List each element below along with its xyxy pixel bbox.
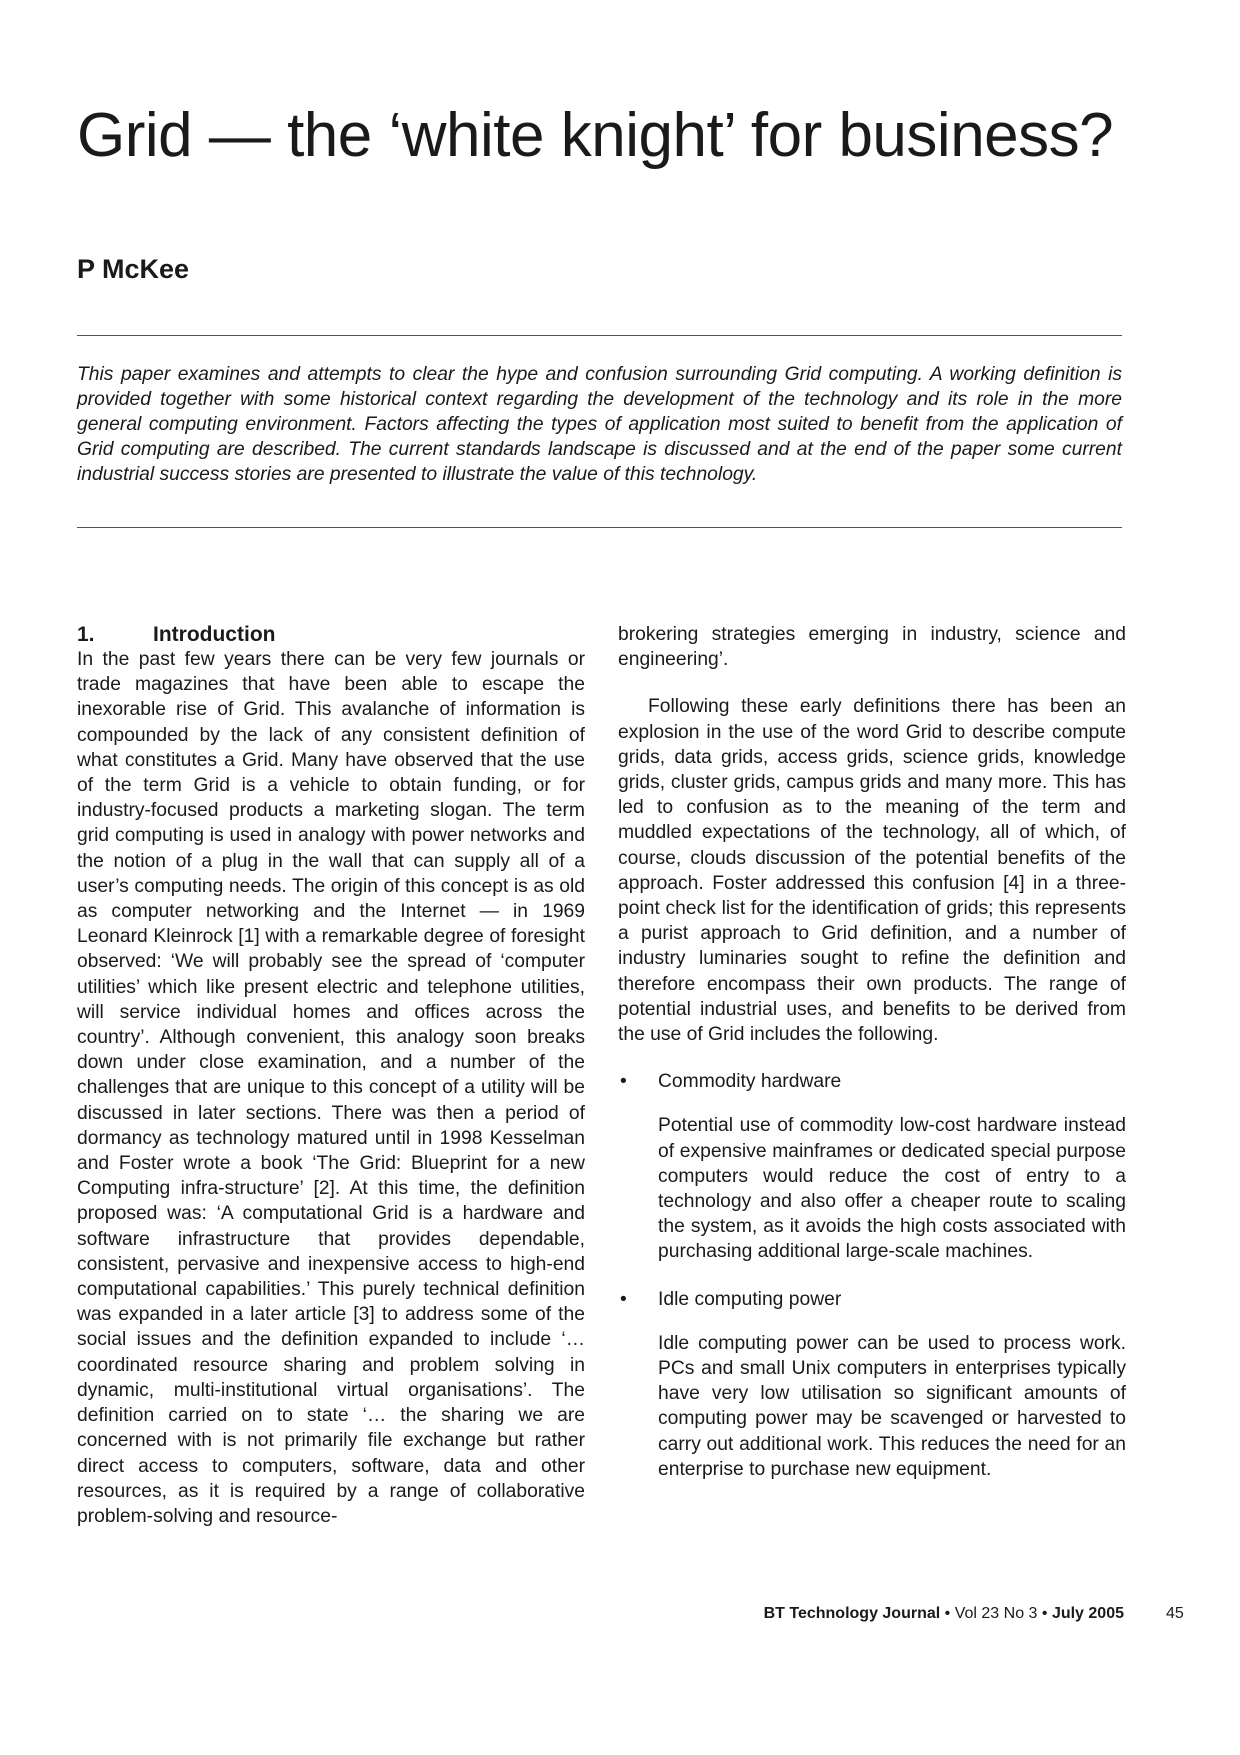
bullet-dot: •: [620, 1071, 627, 1093]
journal-date: July 2005: [1051, 1605, 1124, 1622]
journal-volume: Vol 23 No 3: [954, 1605, 1038, 1622]
intro-paragraph-2: Following these early definitions there has been an explosion in the use of the word Grid to describe compute grids, data grids, access grids, science grids, knowledge grids, cluster grids, campus grids and many more. This has led to confusion as to the meaning of the term and muddled expectations of the technology, all of which, of course, clouds discussion of the potential benefits of the approach. Foster addressed this confusion [4] in a three-point check list for the identification of grids; this represents a purist approach to Grid definition, and a number of industry luminaries sought to refine the definition and therefore encompass their own products. The range of potential industrial uses, and benefits to be derived from the use of Grid includes the following.: [618, 696, 1126, 1046]
bullet-label: • Commodity hardware: [618, 1069, 1126, 1094]
journal-name: BT Technology Journal: [763, 1605, 941, 1622]
right-column: [618, 622, 1126, 1482]
intro-paragraph-1-continued: brokering strategies emerging in industry, science and engineering’.: [618, 624, 1126, 671]
bullet-item: [618, 1287, 1126, 1482]
abstract-bottom-rule: [77, 527, 1122, 528]
bullet-text: Potential use of commodity low-cost hardware instead of expensive mainframes or dedicated special purpose computers would reduce the cost of entry to a technology and also offer a cheaper route to scaling the system, as it avoids the high costs associated with purchasing additional large-scale machines.: [658, 1115, 1126, 1263]
page-number: 45: [1166, 1605, 1184, 1622]
section-number: 1.: [77, 623, 95, 646]
journal-footer: BT Technology Journal • Vol 23 No 3 • July 2005: [763, 1605, 1124, 1622]
section-heading: [77, 622, 585, 647]
abstract: This paper examines and attempts to clear the hype and confusion surrounding Grid computing. A working definition is provided together with some historical context regarding the development of the technology and its role in the more general computing environment. Factors affecting the types of application most suited to benefit from the application of Grid computing are described. The current standards landscape is discussed and at the end of the paper some current industrial success stories are presented to illustrate the value of this technology.: [77, 364, 1122, 485]
bullet-text: Idle computing power can be used to process work. PCs and small Unix computers in enterprises typically have very low utilisation so significant amounts of computing power may be scavenged or harvested to carry out additional work. This reduces the need for an enterprise to purchase new equipment.: [658, 1332, 1126, 1480]
section-title: Introduction: [153, 623, 276, 646]
left-column: [77, 622, 585, 1529]
paper-title: Grid — the ‘white knight’ for business?: [77, 101, 1114, 170]
abstract-top-rule: [77, 335, 1122, 336]
intro-paragraph-1: In the past few years there can be very few journals or trade magazines that have been able to escape the inexorable rise of Grid. This avalanche of information is compounded by the lack of any consistent definition of what constitutes a Grid. Many have observed that the use of the term Grid is a vehicle to obtain funding, or for industry-focused products a marketing slogan. The term grid computing is used in analogy with power networks and the notion of a plug in the wall that can supply all of a user’s computing needs. The origin of this concept is as old as computer networking and the Internet — in 1969 Leonard Kleinrock [1] with a remarkable degree of foresight observed: ‘We will probably see the spread of ‘computer utilities’ which like present electric and telephone utilities, will service individual homes and offices across the country’. Although convenient, this analogy soon breaks down under close examination, and a number of the challenges that are unique to this concept of a utility will be discussed in later sections. There was then a period of dormancy as technology matured until in 1998 Kesselman and Foster wrote a book ‘The Grid: Blueprint for a new Computing infra-structure’ [2]. At this time, the definition proposed was: ‘A computational Grid is a hardware and software infrastructure that provides dependable, consistent, pervasive and inexpensive access to high-end computational capabilities.’ This purely technical definition was expanded in a later article [3] to address some of the social issues and the definition expanded to include ‘… coordinated resource sharing and problem solving in dynamic, multi-institutional virtual organisations’. The definition carried on to state ‘… the sharing we are concerned with is not primarily file exchange but rather direct access to computers, software, data and other resources, as it is required by a range of collaborative problem-solving and resource-: [77, 649, 585, 1527]
author-name: P McKee: [77, 254, 190, 284]
bullet-item: [618, 1069, 1126, 1264]
bullet-dot: •: [620, 1288, 627, 1310]
bullet-label: • Idle computing power: [618, 1287, 1126, 1312]
